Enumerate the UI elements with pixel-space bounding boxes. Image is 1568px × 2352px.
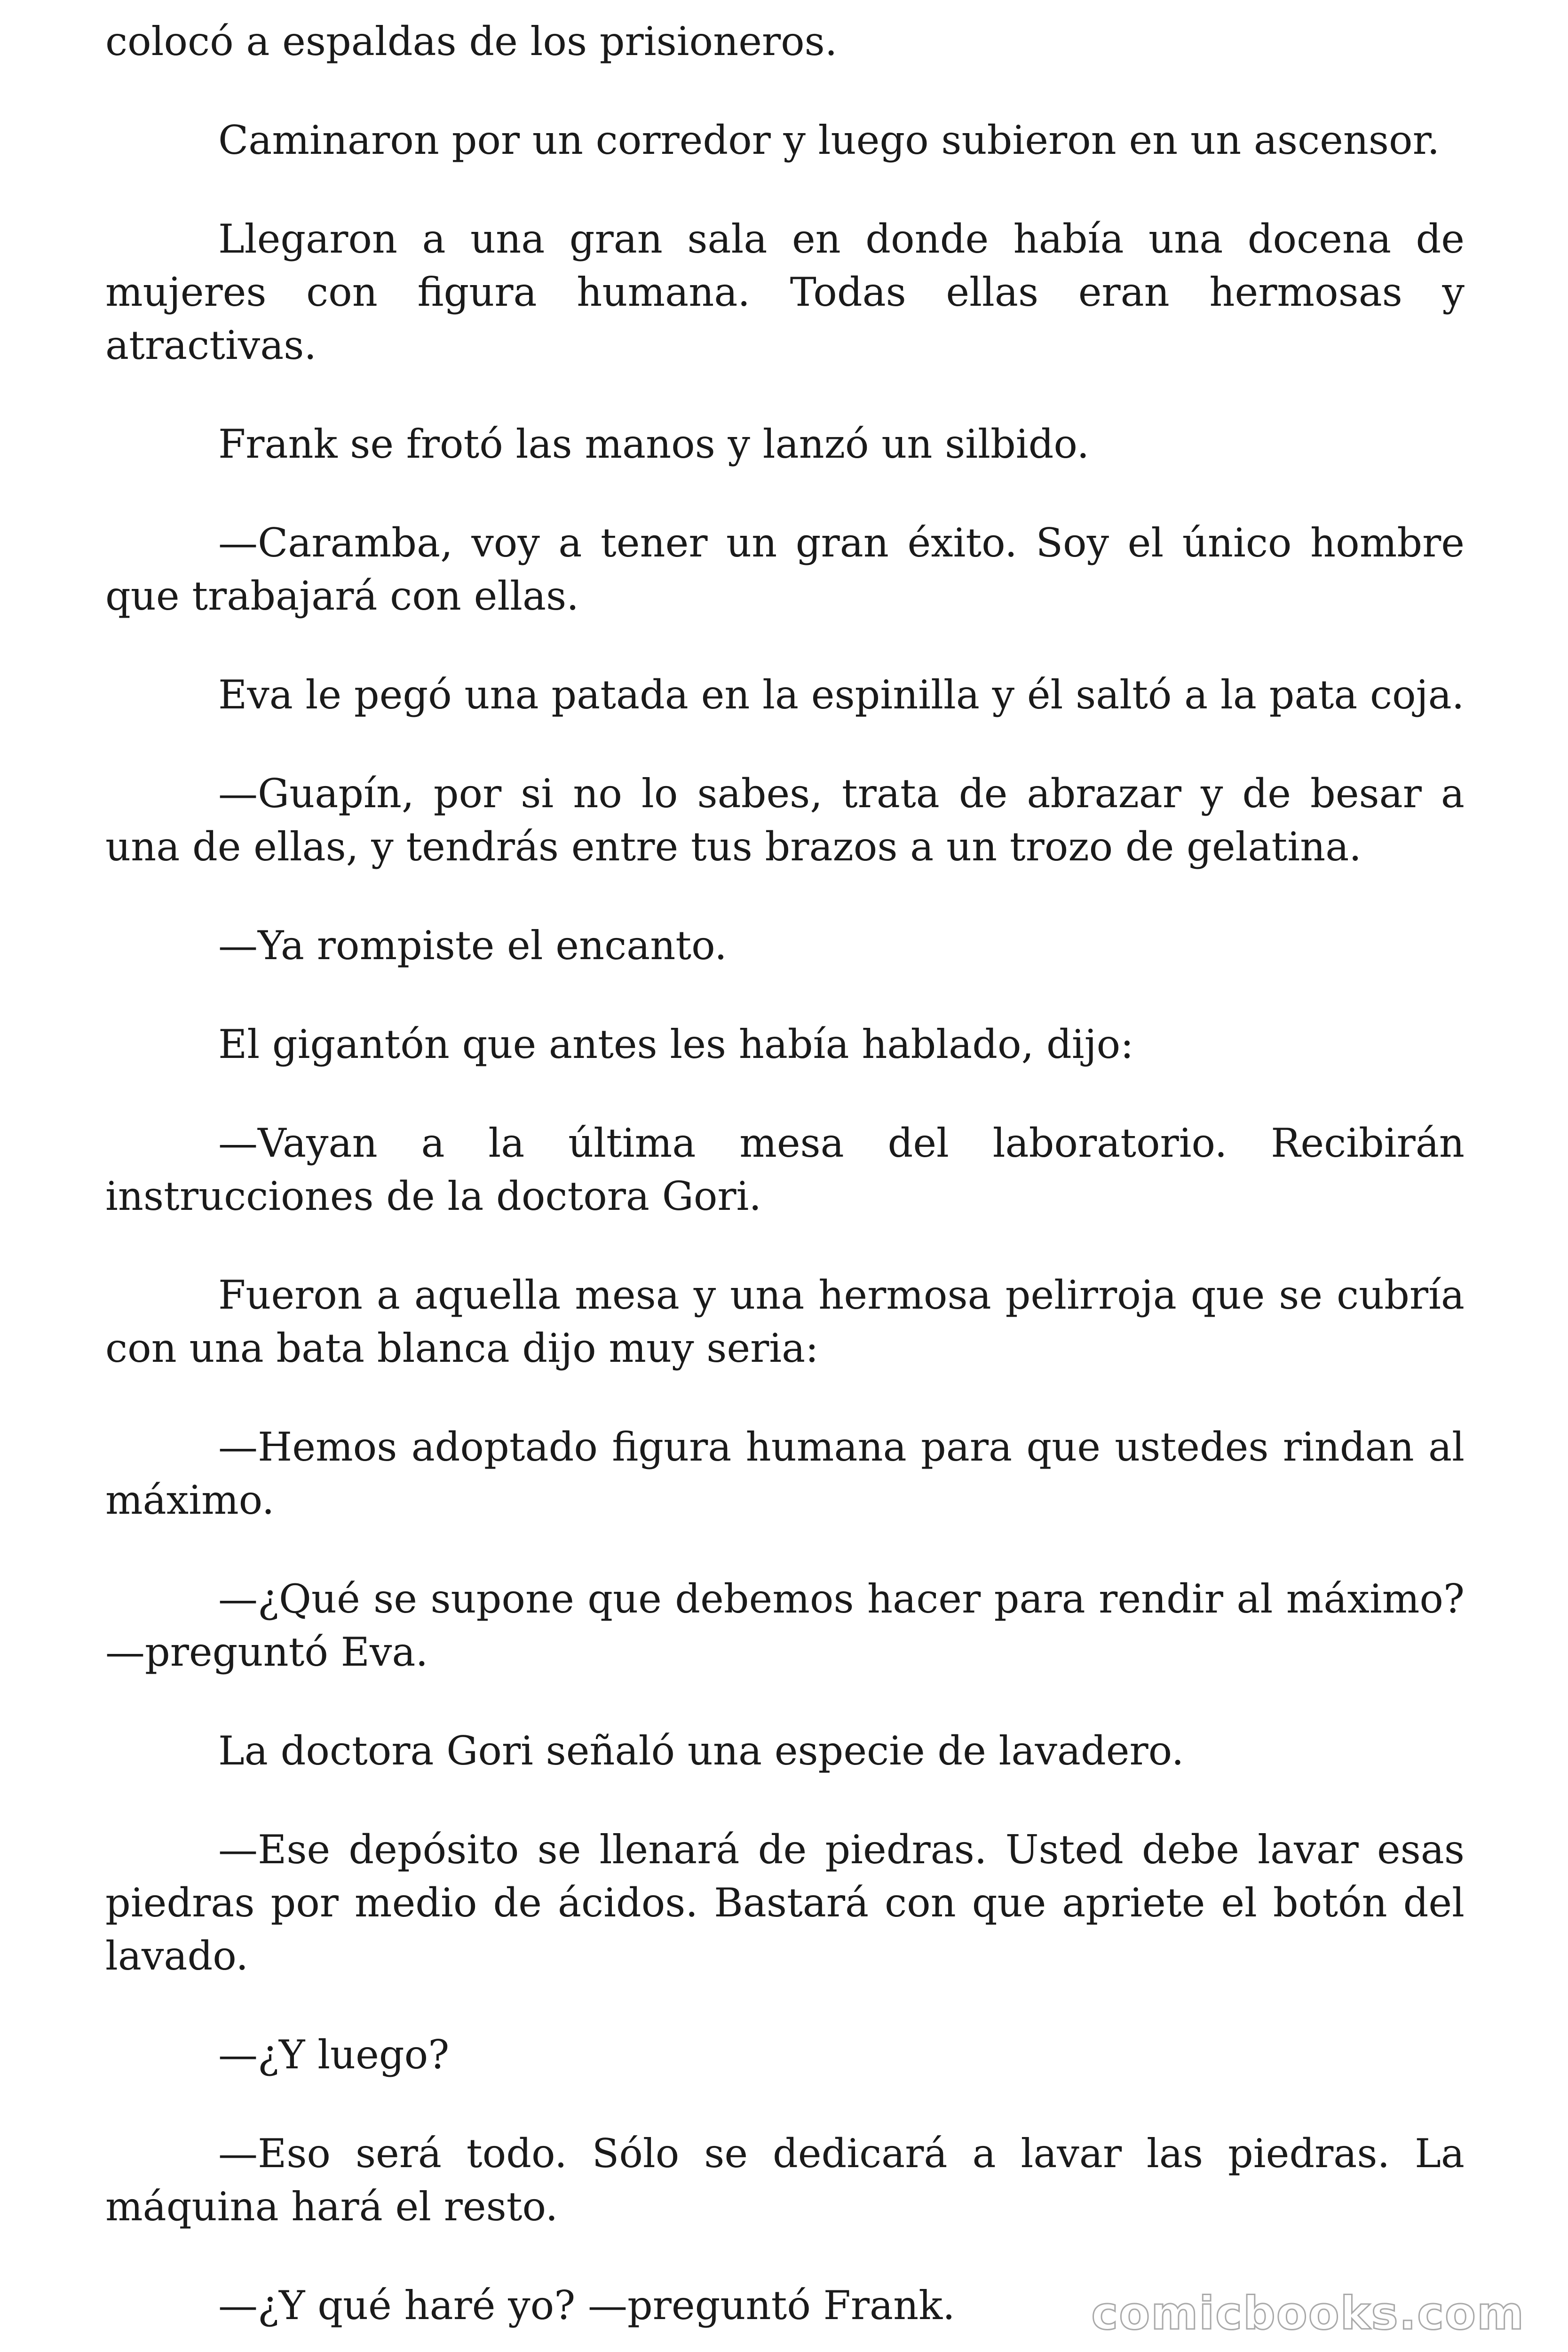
paragraph: —Ya rompiste el encanto. (218, 922, 727, 969)
paragraph: —Eso será todo. Sólo se dedicará a lavar las piedras. La máquina hará el resto. (105, 2130, 1465, 2230)
paragraph: colocó a espaldas de los prisioneros. (105, 18, 838, 64)
paragraph: —Guapín, por si no lo sabes, trata de abrazar y de besar a una de ellas, y tendrás entre tus brazos a un trozo de gelatina. (105, 771, 1465, 870)
page-body-text (105, 15, 1465, 2352)
paragraph: Fueron a aquella mesa y una hermosa pelirroja que se cubría con una bata blanca dijo muy seria: (105, 1272, 1465, 1371)
paragraph: —Caramba, voy a tener un gran éxito. Soy el único hombre que trabajará con ellas. (105, 520, 1465, 619)
paragraph: Frank se frotó las manos y lanzó un silbido. (218, 421, 1090, 467)
paragraph: La doctora Gori señaló una especie de lavadero. (218, 1728, 1184, 1774)
paragraph: —¿Qué se supone que debemos hacer para rendir al máximo? —preguntó Eva. (105, 1576, 1465, 1675)
paragraph: —Vayan a la última mesa del laboratorio. Recibirán instrucciones de la doctora Gori. (105, 1120, 1465, 1219)
paragraph: —Hemos adoptado figura humana para que ustedes rindan al máximo. (105, 1424, 1465, 1523)
paragraph: Llegaron a una gran sala en donde había una docena de mujeres con figura humana. Todas ellas eran hermosas y atractivas. (105, 216, 1465, 368)
paragraph: Caminaron por un corredor y luego subieron en un ascensor. (218, 117, 1440, 163)
paragraph: —¿Y qué haré yo? —preguntó Frank. (218, 2282, 955, 2328)
paragraph: El gigantón que antes les había hablado, dijo: (218, 1021, 1134, 1067)
site-watermark: comicbooks.com (1091, 2287, 1525, 2340)
paragraph: —Ese depósito se llenará de piedras. Usted debe lavar esas piedras por medio de ácidos. Bastará con que apriete el botón del lavado. (105, 1827, 1465, 1979)
paragraph: Eva le pegó una patada en la espinilla y él saltó a la pata coja. (218, 672, 1465, 718)
paragraph: —¿Y luego? (218, 2032, 450, 2078)
